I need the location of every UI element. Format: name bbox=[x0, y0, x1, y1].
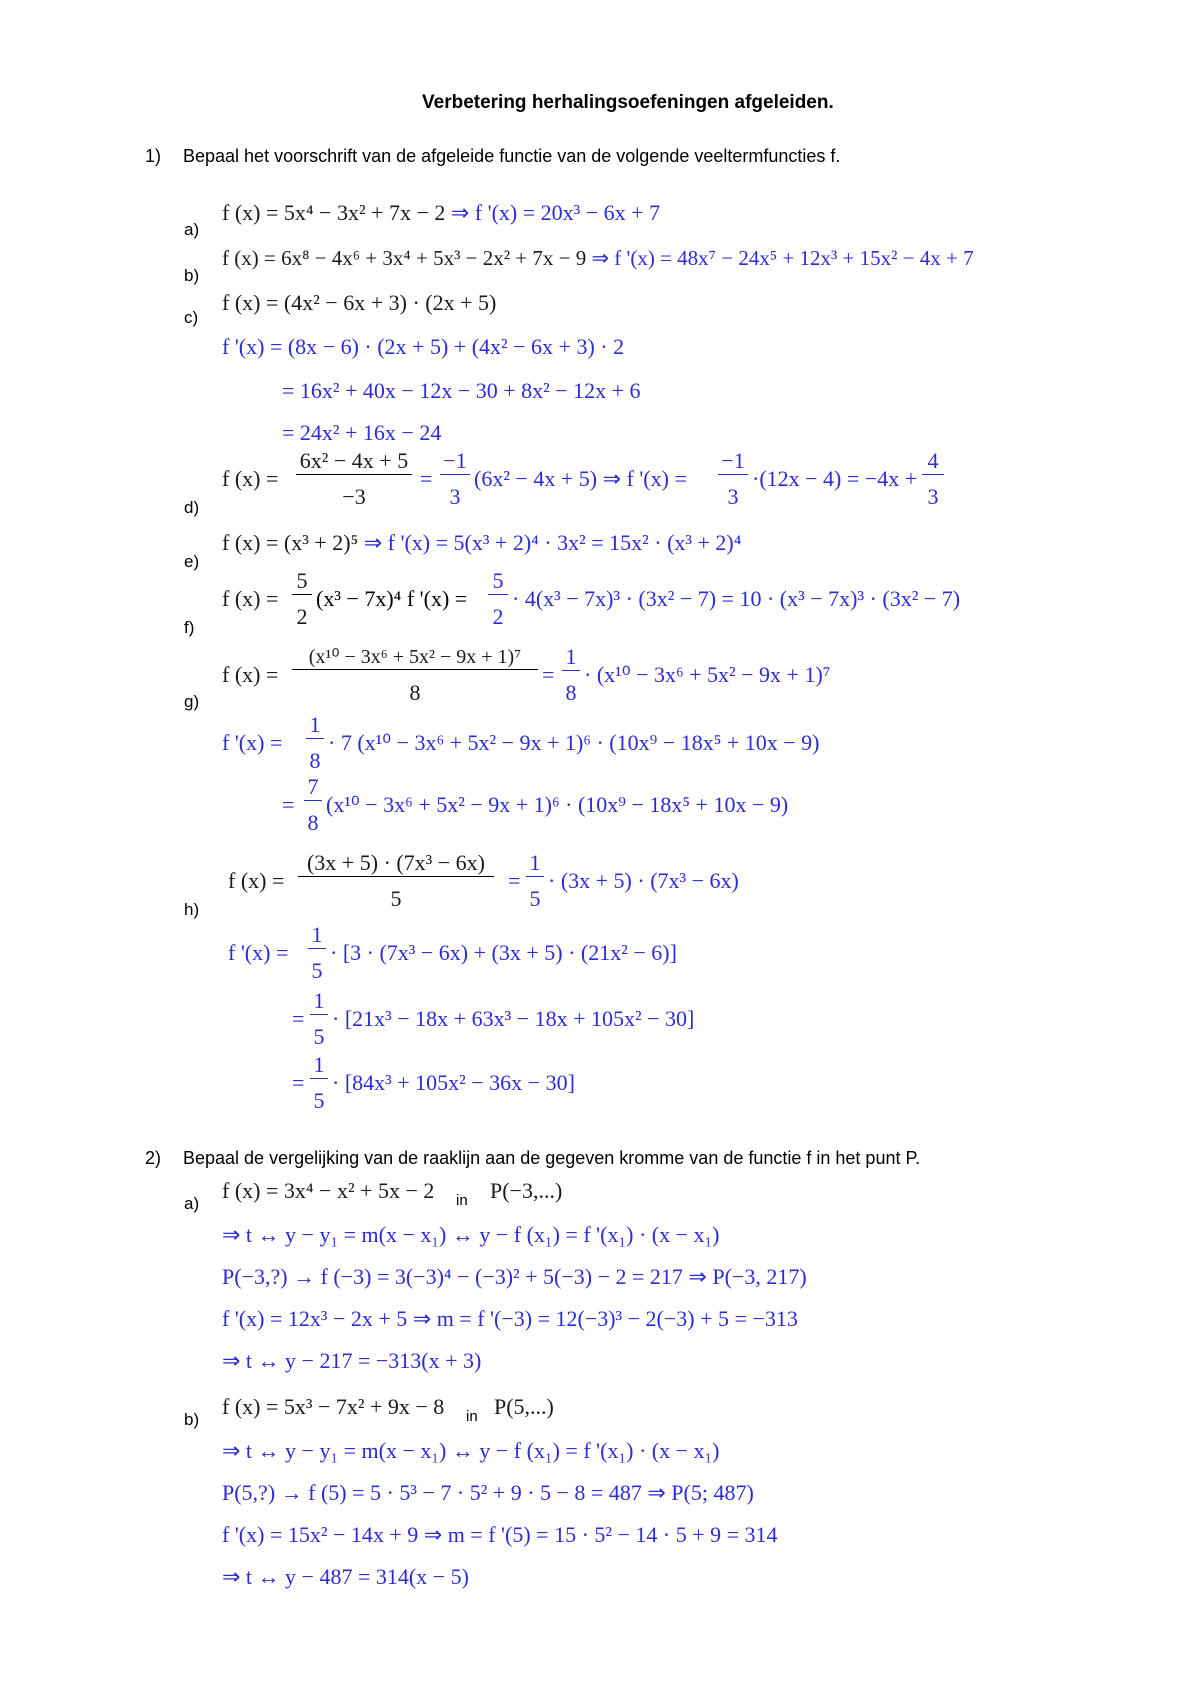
q1d-coef2-num: −1 bbox=[718, 448, 748, 475]
page-title: Verbetering herhalingsoefeningen afgeleiden. bbox=[422, 92, 834, 113]
q1-number: 1) bbox=[145, 146, 162, 166]
q1h-line1-num: 1 bbox=[308, 922, 326, 949]
q1d-label: d) bbox=[184, 498, 200, 517]
q1g-line2-den: 8 bbox=[307, 810, 319, 835]
q1h-label: h) bbox=[184, 900, 200, 919]
q1f-rest: · 4(x³ − 7x)³ · (3x² − 7) = 10 · (x³ − 7x)³ · (3x² − 7) bbox=[512, 586, 961, 611]
q1g-denominator: 8 bbox=[409, 680, 421, 705]
q1g-coef-num: 1 bbox=[562, 644, 580, 671]
q2b-line4: ⇒ t ↔ y − 487 = 314(x − 5) bbox=[222, 1564, 469, 1589]
q1g-line1-num: 1 bbox=[306, 712, 324, 739]
q1h-rest: · (3x + 5) · (7x³ − 6x) bbox=[548, 868, 739, 893]
q2a-f: f (x) = 3x⁴ − x² + 5x − 2 bbox=[222, 1178, 435, 1203]
q2a-line2: P(−3,?) → f (−3) = 3(−3)⁴ − (−3)² + 5(−3) − 2 = 217 ⇒ P(−3, 217) bbox=[222, 1264, 807, 1289]
q1g-line1-lhs: f '(x) = bbox=[222, 730, 283, 755]
q1h-line2-lhs: = bbox=[292, 1006, 305, 1031]
q1e-derivative: ⇒ f '(x) = 5(x³ + 2)⁴ · 3x² = 15x² · (x³ + 2)⁴ bbox=[363, 530, 742, 555]
q1h-line2-den: 5 bbox=[313, 1024, 325, 1049]
q1f-coef2-num: 5 bbox=[488, 568, 508, 595]
q2b-line2: P(5,?) → f (5) = 5 · 5³ − 7 · 5² + 9 · 5 − 8 = 487 ⇒ P(5; 487) bbox=[222, 1480, 754, 1505]
q1e-function bbox=[222, 530, 741, 556]
q1g-numerator: (x¹⁰ − 3x⁶ + 5x² − 9x + 1)⁷ bbox=[292, 644, 538, 670]
q2b-point: P(5,...) bbox=[494, 1394, 554, 1419]
q1c-f: f (x) = (4x² − 6x + 3) · (2x + 5) bbox=[222, 290, 497, 315]
q1f-mid: (x³ − 7x)⁴ f '(x) = bbox=[316, 586, 468, 611]
q1g-line1-den: 8 bbox=[309, 748, 321, 773]
q1g-lhs: f (x) = bbox=[222, 662, 279, 687]
q1f-coef2-den: 2 bbox=[492, 604, 504, 629]
q2b-label: b) bbox=[184, 1410, 200, 1429]
q2b-line1: ⇒ t ↔ y − y₁ = m(x − x₁) ↔ y − f (x₁) = f '(x₁) · (x − x₁) bbox=[222, 1438, 720, 1463]
q1d-numerator: 6x² − 4x + 5 bbox=[296, 448, 412, 475]
q2a-line4: ⇒ t ↔ y − 217 = −313(x + 3) bbox=[222, 1348, 482, 1373]
q1f-coef-num: 5 bbox=[292, 568, 312, 595]
q2a-line3: f '(x) = 12x³ − 2x + 5 ⇒ m = f '(−3) = 12(−3)³ − 2(−3) + 5 = −313 bbox=[222, 1306, 798, 1331]
q1d-rest: (6x² − 4x + 5) ⇒ f '(x) = bbox=[474, 466, 687, 491]
q1h-line1-den: 5 bbox=[311, 958, 323, 983]
q1d-denominator: −3 bbox=[342, 484, 366, 509]
q1h-line2-num: 1 bbox=[310, 988, 328, 1015]
q1b-label: b) bbox=[184, 266, 200, 285]
q2b-in: in bbox=[466, 1408, 478, 1425]
q2a-label: a) bbox=[184, 1194, 200, 1213]
q1d-coef-num: −1 bbox=[440, 448, 470, 475]
q1d-coef3-num: 4 bbox=[922, 448, 944, 475]
q2a-point: P(−3,...) bbox=[490, 1178, 563, 1203]
q1-text: Bepaal het voorschrift van de afgeleide functie van de volgende veeltermfuncties f. bbox=[183, 146, 841, 166]
q1d-eq: = bbox=[420, 466, 433, 491]
q1h-line3-rest: · [84x³ + 105x² − 36x − 30] bbox=[332, 1070, 575, 1095]
q1h-line1-rest: · [3 · (7x³ − 6x) + (3x + 5) · (21x² − 6)] bbox=[330, 940, 677, 965]
q1d-rest2: ·(12x − 4) = −4x + bbox=[752, 466, 918, 491]
q1b-f: f (x) = 6x⁸ − 4x⁶ + 3x⁴ + 5x³ − 2x² + 7x − 9 bbox=[222, 246, 587, 270]
q2-number: 2) bbox=[145, 1148, 162, 1168]
q1h-numerator: (3x + 5) · (7x³ − 6x) bbox=[298, 850, 494, 877]
q2b-f: f (x) = 5x³ − 7x² + 9x − 8 bbox=[222, 1394, 445, 1419]
q1g-label: g) bbox=[184, 692, 200, 711]
q1d-coef2-den: 3 bbox=[727, 484, 739, 509]
q1c-line3: = 24x² + 16x − 24 bbox=[282, 420, 442, 445]
q1h-line3-den: 5 bbox=[313, 1088, 325, 1113]
q1g-coef-den: 8 bbox=[565, 680, 577, 705]
q1h-line2-rest: · [21x³ − 18x + 63x³ − 18x + 105x² − 30] bbox=[332, 1006, 695, 1031]
q1a-derivative: ⇒ f '(x) = 20x³ − 6x + 7 bbox=[450, 200, 661, 225]
q1g-line2-num: 7 bbox=[304, 774, 322, 801]
q1a-function bbox=[222, 200, 660, 226]
q1g-rest: · (x¹⁰ − 3x⁶ + 5x² − 9x + 1)⁷ bbox=[584, 662, 831, 687]
q1e-f: f (x) = (x³ + 2)⁵ bbox=[222, 530, 359, 555]
q2a-line1: ⇒ t ↔ y − y₁ = m(x − x₁) ↔ y − f (x₁) = f '(x₁) · (x − x₁) bbox=[222, 1222, 720, 1247]
q1h-coef-num: 1 bbox=[526, 850, 544, 877]
q1a-f: f (x) = 5x⁴ − 3x² + 7x − 2 bbox=[222, 200, 446, 225]
q1c-label: c) bbox=[184, 308, 199, 327]
q1a-label: a) bbox=[184, 220, 200, 239]
q1h-coef-den: 5 bbox=[529, 886, 541, 911]
q2a-in: in bbox=[456, 1192, 468, 1209]
q1h-denominator: 5 bbox=[390, 886, 402, 911]
q1g-eq: = bbox=[542, 662, 555, 687]
q1h-line3-lhs: = bbox=[292, 1070, 305, 1095]
q2-text: Bepaal de vergelijking van de raaklijn aan de gegeven kromme van de functie f in het punt P. bbox=[183, 1148, 921, 1168]
q1f-lhs: f (x) = bbox=[222, 586, 279, 611]
q1h-line3-num: 1 bbox=[310, 1052, 328, 1079]
q1h-line1-lhs: f '(x) = bbox=[228, 940, 289, 965]
q1d-coef-den: 3 bbox=[449, 484, 461, 509]
q1f-label: f) bbox=[184, 618, 195, 637]
q2b-line3: f '(x) = 15x² − 14x + 9 ⇒ m = f '(5) = 15 · 5² − 14 · 5 + 9 = 314 bbox=[222, 1522, 778, 1547]
q1g-line2-rest: (x¹⁰ − 3x⁶ + 5x² − 9x + 1)⁶ · (10x⁹ − 18x⁵ + 10x − 9) bbox=[326, 792, 789, 817]
q1d-lhs: f (x) = bbox=[222, 466, 279, 491]
q1g-line1-rest: · 7 (x¹⁰ − 3x⁶ + 5x² − 9x + 1)⁶ · (10x⁹ − 18x⁵ + 10x − 9) bbox=[328, 730, 820, 755]
q1g-line2-lhs: = bbox=[282, 792, 295, 817]
q1h-lhs: f (x) = bbox=[228, 868, 285, 893]
q1b-function bbox=[222, 246, 974, 271]
q1f-coef-den: 2 bbox=[296, 604, 308, 629]
q1b-derivative: ⇒ f '(x) = 48x⁷ − 24x⁵ + 12x³ + 15x² − 4x + 7 bbox=[591, 246, 974, 270]
q1e-label: e) bbox=[184, 552, 200, 571]
q1h-eq: = bbox=[508, 868, 521, 893]
q1d-coef3-den: 3 bbox=[927, 484, 939, 509]
q1c-line1: f '(x) = (8x − 6) · (2x + 5) + (4x² − 6x + 3) · 2 bbox=[222, 334, 625, 359]
q1c-line2: = 16x² + 40x − 12x − 30 + 8x² − 12x + 6 bbox=[282, 378, 641, 403]
